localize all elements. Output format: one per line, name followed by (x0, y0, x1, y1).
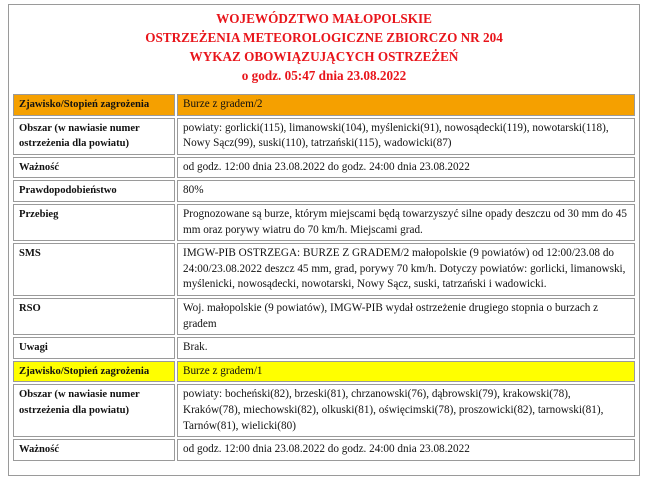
row-value: Prognozowane są burze, którym miejscami będą towarzyszyć silne opady deszczu od 30 mm do 45 mm oraz porywy wiatru do 70 km/h. Miejscami grad. (177, 204, 635, 241)
row-value: powiaty: gorlicki(115), limanowski(104), myślenicki(91), nowosądecki(119), nowotarski(118), Nowy Sącz(99), suski(110), tatrzański(115), wadowicki(87) (177, 118, 635, 155)
table-row (13, 118, 635, 155)
issue-time: o godz. 05:47 dnia 23.08.2022 (241, 68, 407, 83)
row-value: Burze z gradem/2 (177, 94, 635, 116)
row-label: RSO (13, 298, 175, 335)
document-header (9, 5, 639, 89)
warnings-table (11, 92, 637, 463)
row-value: powiaty: bocheński(82), brzeski(81), chrzanowski(76), dąbrowski(79), krakowski(78), Kraków(78), miechowski(82), olkuski(81), oświęcimski(78), proszowicki(82), tarnowski(81), Tarnów(81), wielicki(80) (177, 384, 635, 437)
row-label: Prawdopodobieństwo (13, 180, 175, 202)
row-value: IMGW-PIB OSTRZEGA: BURZE Z GRADEM/2 małopolskie (9 powiatów) od 12:00/23.08 do 24:00/23.08.2022 deszcz 45 mm, grad, porywy 70 km/h. Dotyczy powiatów: gorlicki, limanowski, myślenicki, nowosądecki, nowotarski, Nowy Sącz, suski, tatrzański i wadowicki. (177, 243, 635, 296)
row-label: Zjawisko/Stopień zagrożenia (13, 94, 175, 116)
table-row (13, 361, 635, 383)
table-row (13, 94, 635, 116)
table-row (13, 439, 635, 461)
row-label: Obszar (w nawiasie numer ostrzeżenia dla powiatu) (13, 118, 175, 155)
row-label: Ważność (13, 439, 175, 461)
row-value: od godz. 12:00 dnia 23.08.2022 do godz. 24:00 dnia 23.08.2022 (177, 157, 635, 179)
warning-document (8, 4, 640, 476)
row-label: Ważność (13, 157, 175, 179)
row-value: od godz. 12:00 dnia 23.08.2022 do godz. 24:00 dnia 23.08.2022 (177, 439, 635, 461)
table-row (13, 157, 635, 179)
table-row (13, 180, 635, 202)
table-row (13, 337, 635, 359)
row-value: 80% (177, 180, 635, 202)
row-value: Woj. małopolskie (9 powiatów), IMGW-PIB wydał ostrzeżenie drugiego stopnia o burzach z gradem (177, 298, 635, 335)
region-title: WOJEWÓDZTWO MAŁOPOLSKIE (216, 11, 432, 26)
row-label: Przebieg (13, 204, 175, 241)
table-row (13, 384, 635, 437)
table-row (13, 204, 635, 241)
bulletin-title: OSTRZEŻENIA METEOROLOGICZNE ZBIORCZO NR 204 (145, 30, 503, 45)
table-row (13, 298, 635, 335)
table-row (13, 243, 635, 296)
row-label: Obszar (w nawiasie numer ostrzeżenia dla powiatu) (13, 384, 175, 437)
row-label: SMS (13, 243, 175, 296)
row-value: Brak. (177, 337, 635, 359)
row-label: Zjawisko/Stopień zagrożenia (13, 361, 175, 383)
list-title: WYKAZ OBOWIĄZUJĄCYCH OSTRZEŻEŃ (189, 49, 459, 64)
row-value: Burze z gradem/1 (177, 361, 635, 383)
row-label: Uwagi (13, 337, 175, 359)
